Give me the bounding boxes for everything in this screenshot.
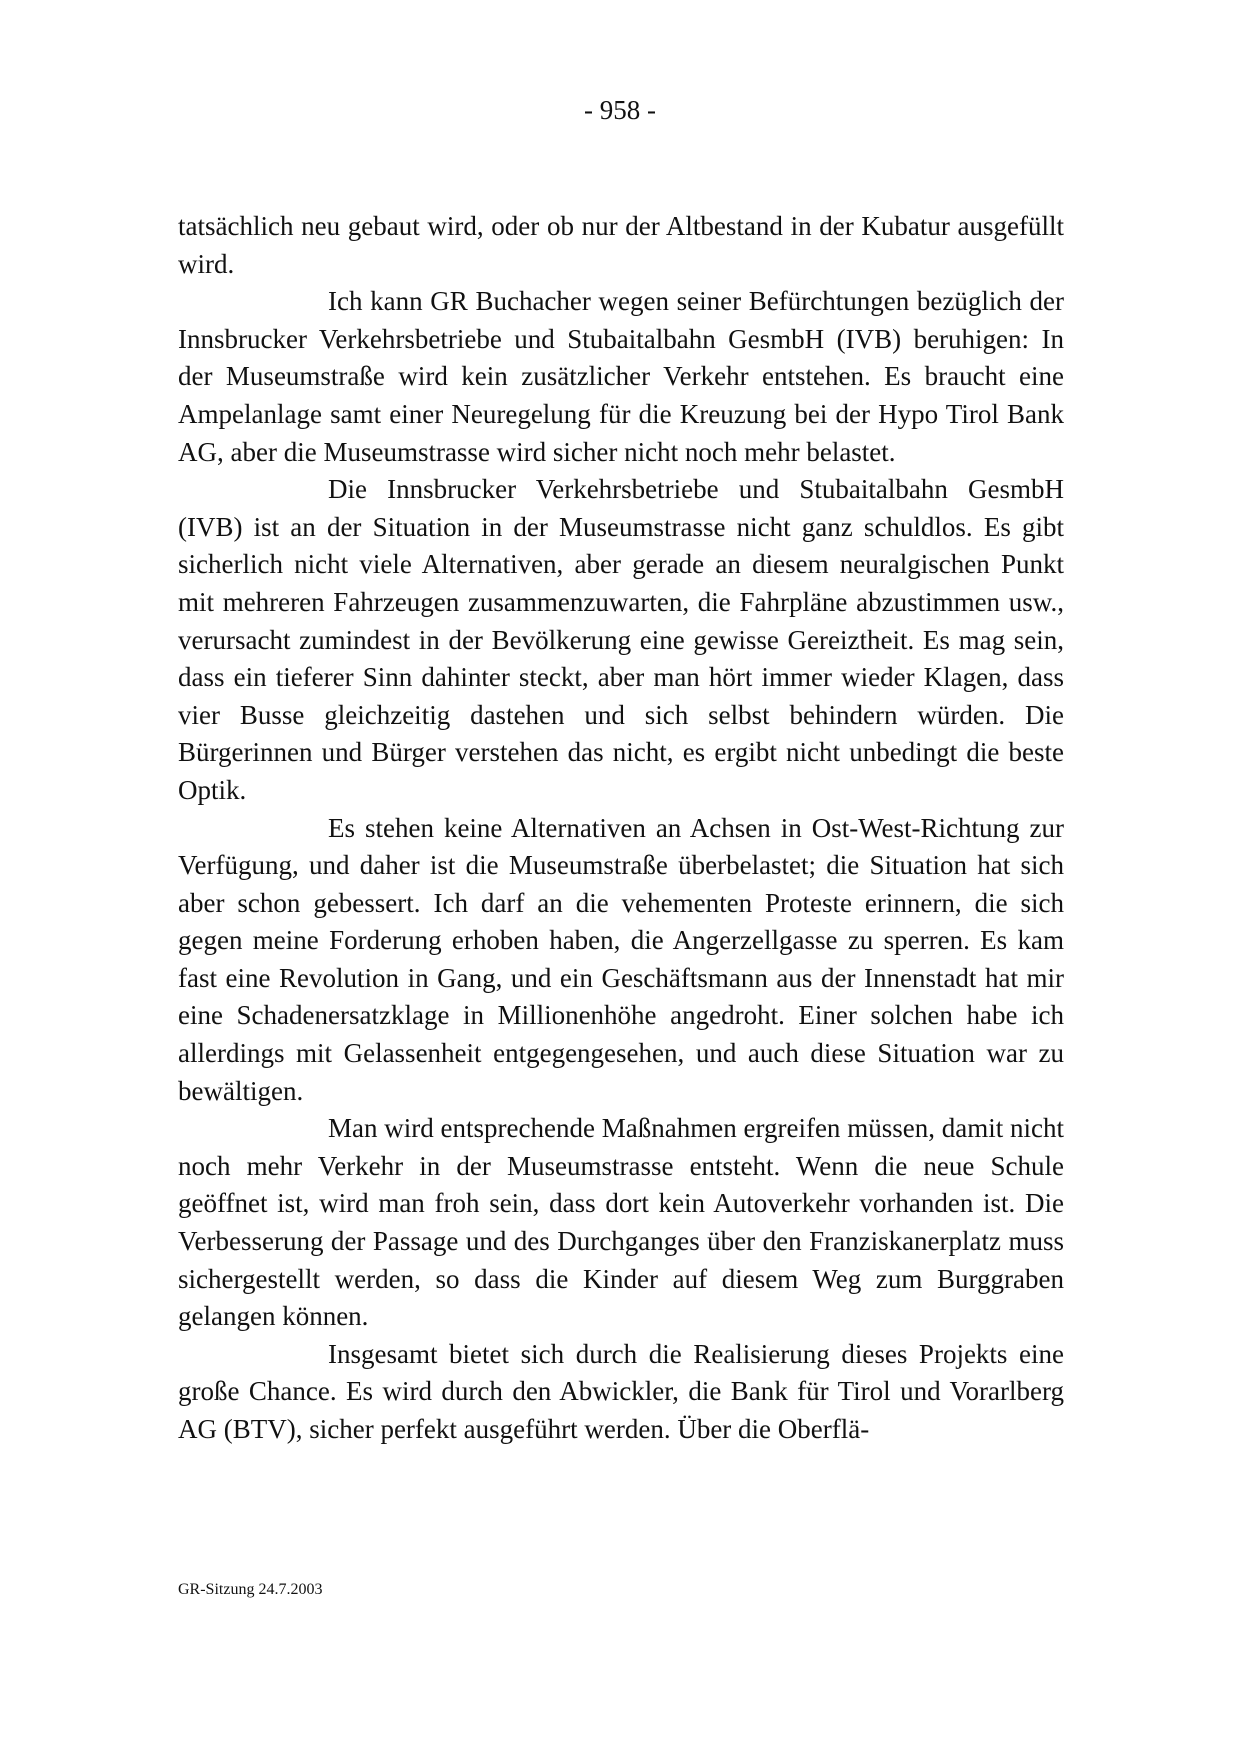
paragraph-5: Man wird entsprechende Maßnahmen ergreifen müssen, damit nicht noch mehr Verkehr in der Museumstrasse entsteht. Wenn die neue Schule geöffnet ist, wird man froh sein, dass dort kein Autoverkehr vorhanden ist. Die Verbesserung der Passage und des Durchganges über den Franziskanerplatz muss sichergestellt werden, so dass die Kinder auf diesem Weg zum Burggraben gelangen können.	[178, 1113, 1064, 1332]
paragraph-3: Die Innsbrucker Verkehrsbetriebe und Stubaitalbahn GesmbH (IVB) ist an der Situation in der Museumstrasse nicht ganz schuldlos. Es gibt sicherlich nicht viele Alternativen, aber gerade an diesem neuralgischen Punkt mit mehreren Fahrzeugen zusammenzuwarten, die Fahrpläne abzustimmen usw., verursacht zumindest in der Bevölkerung eine gewisse Gereiztheit. Es mag sein, dass ein tieferer Sinn dahinter steckt, aber man hört immer wieder Klagen, dass vier Busse gleichzeitig dastehen und sich selbst behindern würden. Die Bürgerinnen und Bürger verstehen das nicht, es ergibt nicht unbedingt die beste Optik.	[178, 474, 1064, 805]
paragraph-4: Es stehen keine Alternativen an Achsen in Ost-West-Richtung zur Verfügung, und daher ist die Museumstraße überbelastet; die Situation hat sich aber schon gebessert. Ich darf an die vehementen Proteste erinnern, die sich gegen meine Forderung erhoben haben, die Angerzellgasse zu sperren. Es kam fast eine Revolution in Gang, und ein Geschäftsmann aus der Innenstadt hat mir eine Schadenersatzklage in Millionenhöhe angedroht. Einer solchen habe ich allerdings mit Gelassenheit entgegengesehen, und auch diese Situation war zu bewältigen.	[178, 812, 1064, 1106]
paragraph-1: tatsächlich neu gebaut wird, oder ob nur der Altbestand in der Kubatur ausgefüllt wird.	[178, 211, 1064, 279]
body-text	[178, 208, 1064, 1449]
paragraph-2: Ich kann GR Buchacher wegen seiner Befürchtungen bezüglich der Innsbrucker Verkehrsbetriebe und Stubaitalbahn GesmbH (IVB) beruhigen: In der Museumstraße wird kein zusätzlicher Verkehr entstehen. Es braucht eine Ampelanlage samt einer Neuregelung für die Kreuzung bei der Hypo Tirol Bank AG, aber die Museumstrasse wird sicher nicht noch mehr belastet.	[178, 286, 1064, 467]
paragraph-6: Insgesamt bietet sich durch die Realisierung dieses Projekts eine große Chance. Es wird durch den Abwickler, die Bank für Tirol und Vorarlberg AG (BTV), sicher perfekt ausgeführt werden. Über die Oberflä-	[178, 1338, 1064, 1444]
page-number: - 958 -	[584, 95, 656, 125]
footer-session-date: GR-Sitzung 24.7.2003	[178, 1581, 323, 1598]
